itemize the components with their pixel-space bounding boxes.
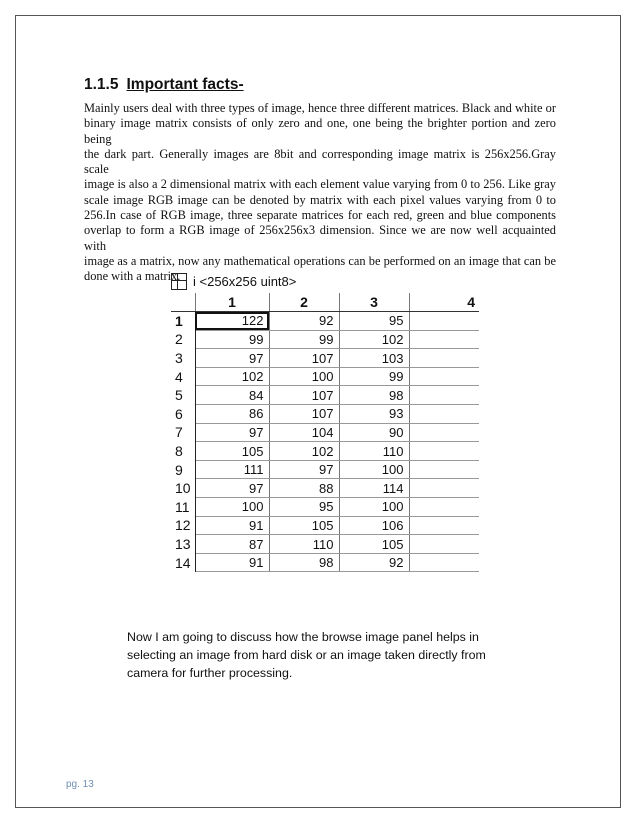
matrix-cell[interactable]: 97 [195, 423, 269, 442]
column-header: 3 [339, 293, 409, 312]
matrix-cell[interactable]: 105 [269, 516, 339, 535]
matrix-row [171, 405, 479, 424]
column-header: 2 [269, 293, 339, 312]
matrix-cell[interactable]: 97 [195, 349, 269, 368]
matrix-cell[interactable] [409, 349, 479, 368]
matrix-cell[interactable]: 105 [195, 442, 269, 461]
row-header: 12 [171, 516, 195, 535]
row-header: 13 [171, 535, 195, 554]
paragraph-line: the dark part. Generally images are 8bit and corresponding image matrix is 256x256.Gray scale [84, 146, 556, 177]
matrix-cell[interactable]: 88 [269, 479, 339, 498]
matrix-cell[interactable]: 98 [339, 386, 409, 405]
matrix-cell[interactable]: 97 [269, 460, 339, 479]
matrix-cell[interactable]: 103 [339, 349, 409, 368]
matrix-cell[interactable]: 84 [195, 386, 269, 405]
matrix-cell[interactable]: 102 [195, 367, 269, 386]
matrix-cell[interactable]: 122 [195, 312, 269, 331]
table-grid-icon [171, 273, 187, 290]
matrix-cell[interactable] [409, 367, 479, 386]
section-heading [84, 76, 244, 94]
matrix-row [171, 330, 479, 349]
matrix-row [171, 312, 479, 331]
matrix-cell[interactable] [409, 516, 479, 535]
matrix-cell[interactable]: 90 [339, 423, 409, 442]
row-header: 1 [171, 312, 195, 331]
page-number: pg. 13 [66, 779, 94, 790]
corner-cell [171, 293, 195, 312]
matrix-cell[interactable]: 110 [269, 535, 339, 554]
column-header: 4 [409, 293, 479, 312]
matrix-cell[interactable] [409, 330, 479, 349]
paragraph-line: overlap to form a RGB image of 256x256x3 dimension. Since we are now well acquainted with [84, 223, 556, 253]
section-number: 1.1.5 [84, 76, 119, 93]
matrix-cell[interactable]: 102 [269, 442, 339, 461]
matrix-cell[interactable] [409, 386, 479, 405]
section-title: Important facts- [126, 76, 244, 93]
paragraph-line: binary image matrix consists of only zero and one, one being the brighter portion and zero being [84, 116, 556, 146]
matrix-cell[interactable] [409, 423, 479, 442]
matrix-cell[interactable] [409, 479, 479, 498]
matrix-cell[interactable]: 110 [339, 442, 409, 461]
body-paragraph [84, 101, 556, 285]
paragraph-line: Mainly users deal with three types of image, hence three different matrices. Black and white or [84, 101, 556, 115]
matrix-row [171, 386, 479, 405]
matrix-cell[interactable]: 92 [269, 312, 339, 331]
matrix-row [171, 423, 479, 442]
matrix-cell[interactable]: 99 [195, 330, 269, 349]
matrix-cell[interactable] [409, 460, 479, 479]
matrix-table [171, 293, 479, 572]
matrix-row [171, 442, 479, 461]
matrix-cell[interactable]: 91 [195, 516, 269, 535]
matrix-row [171, 460, 479, 479]
matrix-cell[interactable]: 106 [339, 516, 409, 535]
matrix-cell[interactable]: 99 [339, 367, 409, 386]
matrix-row [171, 553, 479, 572]
note-paragraph: Now I am going to discuss how the browse image panel helps in selecting an image from hard disk or an image taken directly from camera for further processing. [127, 630, 486, 680]
paragraph-line: done with a matrix. [84, 269, 181, 284]
row-header: 14 [171, 553, 195, 572]
matrix-cell[interactable]: 102 [339, 330, 409, 349]
matrix-cell[interactable]: 100 [269, 367, 339, 386]
matrix-cell[interactable] [409, 312, 479, 331]
matrix-title [171, 269, 479, 293]
column-header-row [171, 293, 479, 312]
row-header: 5 [171, 386, 195, 405]
matrix-cell[interactable]: 100 [339, 498, 409, 517]
matrix-figure [171, 269, 479, 572]
matrix-row [171, 498, 479, 517]
paragraph-line: scale image RGB image can be denoted by matrix with each pixel values varying from 0 to [84, 192, 556, 207]
matrix-cell[interactable]: 107 [269, 349, 339, 368]
paragraph-line: image is also a 2 dimensional matrix with each element value varying from 0 to 256. Like gray [84, 177, 556, 192]
paragraph-line: image as a matrix, now any mathematical operations can be performed on an image that can be [84, 253, 556, 268]
matrix-cell[interactable]: 92 [339, 553, 409, 572]
row-header: 8 [171, 442, 195, 461]
matrix-cell[interactable]: 97 [195, 479, 269, 498]
matrix-cell[interactable]: 93 [339, 405, 409, 424]
row-header: 10 [171, 479, 195, 498]
matrix-cell[interactable]: 99 [269, 330, 339, 349]
matrix-cell[interactable]: 107 [269, 386, 339, 405]
matrix-row [171, 349, 479, 368]
row-header: 9 [171, 460, 195, 479]
matrix-cell[interactable]: 87 [195, 535, 269, 554]
matrix-title-text: i <256x256 uint8> [193, 273, 297, 289]
row-header: 6 [171, 405, 195, 424]
paragraph-line: 256.In case of RGB image, three separate matrices for each red, green and blue components [84, 208, 556, 223]
matrix-row [171, 535, 479, 554]
row-header: 2 [171, 330, 195, 349]
matrix-cell[interactable]: 98 [269, 553, 339, 572]
matrix-cell[interactable]: 104 [269, 423, 339, 442]
matrix-cell[interactable]: 95 [269, 498, 339, 517]
matrix-cell[interactable]: 100 [195, 498, 269, 517]
matrix-row [171, 479, 479, 498]
matrix-cell[interactable]: 114 [339, 479, 409, 498]
matrix-cell[interactable] [409, 535, 479, 554]
row-header: 11 [171, 498, 195, 517]
matrix-cell[interactable] [409, 553, 479, 572]
column-header: 1 [195, 293, 269, 312]
matrix-row [171, 367, 479, 386]
row-header: 7 [171, 423, 195, 442]
matrix-cell[interactable]: 91 [195, 553, 269, 572]
row-header: 3 [171, 349, 195, 368]
matrix-row [171, 516, 479, 535]
matrix-cell[interactable]: 95 [339, 312, 409, 331]
row-header: 4 [171, 367, 195, 386]
matrix-cell[interactable]: 107 [269, 405, 339, 424]
matrix-cell[interactable] [409, 442, 479, 461]
matrix-cell[interactable]: 111 [195, 460, 269, 479]
matrix-cell[interactable]: 105 [339, 535, 409, 554]
matrix-cell[interactable]: 86 [195, 405, 269, 424]
matrix-cell[interactable] [409, 498, 479, 517]
matrix-cell[interactable]: 100 [339, 460, 409, 479]
matrix-cell[interactable] [409, 405, 479, 424]
